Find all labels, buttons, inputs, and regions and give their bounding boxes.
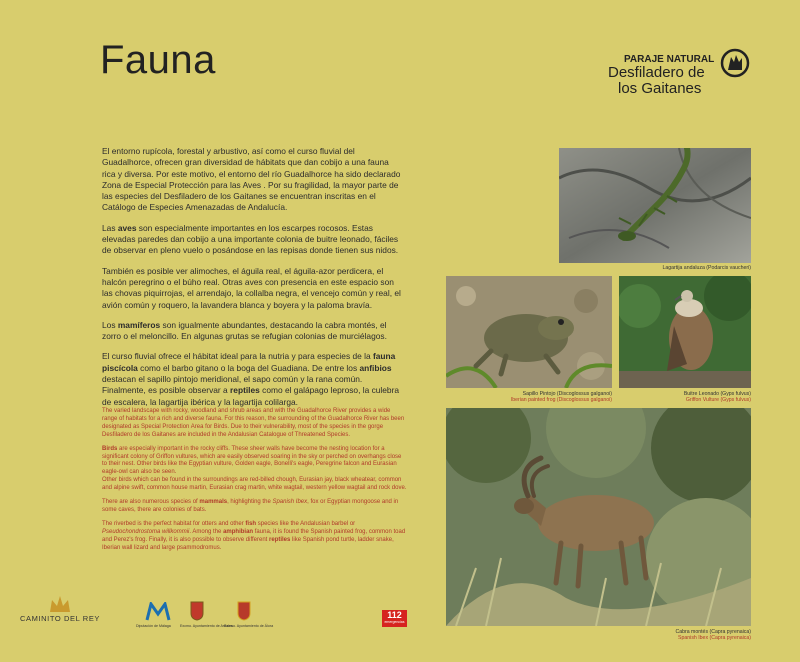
diputacion-label: Diputación de Málaga <box>136 624 171 628</box>
es-paragraph: También es posible ver alimoches, el águila real, el águila-azor perdicera, el halcón peregrino o el búho real. Otras aves con presencia en este espacio son las chovas piquirrojas, el arrendajo, la collalba negra, el vencejo común y real, el avión común y roquero, la lavandera blanca y boyera y la paloma bravía. <box>102 265 401 310</box>
en-paragraph: The riverbed is the perfect habitat for otters and other fish species like the Andalusian barbel or Pseudochondrostoma willkommii. Among the amphibian fauna, it is found the Spanish painted frog, common toad and Perez's frog. Finally, it is also possible to observe different reptiles like Spanish pond turtle, ladder snake, Iberian wall lizard and large psammodromus. <box>102 520 406 551</box>
es-paragraph: El curso fluvial ofrece el hábitat ideal para la nutria y para especies de la fauna piscícola como el barbo gitano o la boga del Guadiana. De entre los anfibios destacan el sapillo pintojo meridional, el sapo común y la rana común. Finalmente, es posible observar a reptiles como el galápago leproso, la culebra de escalera, la lagartija ibérica y la lagartija colilarga. <box>102 351 400 407</box>
emergency-logo <box>382 610 407 627</box>
alora-label: Excmo. Ayuntamiento de Álora <box>224 624 274 628</box>
frog-photo <box>446 276 612 388</box>
vulture-photo <box>619 276 751 388</box>
lizard-photo <box>559 148 751 263</box>
en-paragraph: There are also numerous species of mammals, highlighting the Spanish Ibex, fox or Egyptian mongoose and in some caves, there are colonies of bats. <box>102 499 399 513</box>
ardales-shield-icon <box>190 601 204 621</box>
caminito-logo: CAMINITO DEL REY <box>20 614 101 623</box>
es-paragraph: El entorno rupícola, forestal y arbustivo, así como el curso fluvial del Guadalhorce, ofrecen gran diversidad de hábitats que dan cobijo a una fauna rica y diversa. Por este motivo, el entorno del río Guadalhorce ha sido declarado Zona de Especial Protección para las Aves . Por su fragilidad, la mayor parte de las especies del Desfiladero de los Gaitanes se encuentran inscritas en el Catálogo de Especies Amenazadas de Andalucía. <box>102 146 401 213</box>
page-title: Fauna <box>100 38 216 82</box>
en-paragraph: Birds are especially important in the rocky cliffs. These sheer walls have become the nesting location for a significant colony of Griffon vultures, which are easily observed soaring in the sky or perched on overhangs close to their nest. Other birds like the Egyptian vulture, Golden eagle, Bonelli's eagle, Peregrine falcon and Eurasian eagle-owl can also be seen. <box>102 445 402 476</box>
park-logo-line1: PARAJE NATURAL <box>624 54 715 65</box>
caminito-crown-icon <box>48 594 72 614</box>
vulture-caption-en: Griffon Vulture (Gyps fulvus) <box>685 397 751 404</box>
es-paragraph: Los mamíferos son igualmente abundantes, destacando la cabra montés, el zorro o el meloncillo. En algunas grutas se refugian colonias de murciélagos. <box>102 319 387 342</box>
ibex-caption-en: Spanish Ibex (Capra pyrenaica) <box>678 635 751 642</box>
diputacion-logo-icon <box>145 602 171 622</box>
emergency-number: 112 <box>387 610 402 620</box>
park-emblem-icon <box>720 48 750 78</box>
vulture-caption-es: Buitre Leonado (Gyps fulvus) <box>683 391 751 397</box>
es-paragraph: Las aves son especialmente importantes en los escarpes rocosos. Estas elevadas paredes dan cobijo a una importante colonia de buitre leonado, fáciles de observar en pleno vuelo o posándose en las repisas donde tienen sus nidos. <box>102 222 399 256</box>
emergency-label: emergencias <box>384 620 405 624</box>
frog-caption-en: Iberian painted frog (Discoglossus galganoi) <box>510 397 612 404</box>
ibex-photo <box>446 408 751 626</box>
frog-caption-es: Sapillo Pintojo (Discoglossus galganoi) <box>522 391 612 397</box>
ibex-caption <box>446 629 751 642</box>
frog-caption <box>446 391 612 404</box>
en-paragraph: Other birds which can be found in the surroundings are red-billed chough, Eurasian jay, black wheatear, common and alpine swift, common house martin, Eurasian crag martin, white wagtail, western yellow wagtail and rock dove. <box>102 477 407 492</box>
english-text <box>102 408 407 559</box>
alora-shield-icon <box>237 601 251 621</box>
park-logo-line3: los Gaitanes <box>618 80 702 97</box>
vulture-caption <box>619 391 751 404</box>
park-logo-line2: Desfiladero de <box>608 64 705 81</box>
ardales-label: Excmo. Ayuntamiento de Ardales <box>180 624 233 628</box>
park-logo <box>606 54 756 98</box>
ibex-caption-es: Cabra montés (Capra pyrenaica) <box>675 629 751 635</box>
lizard-caption: Lagartija andaluza (Podarcis vaucheri) <box>662 265 751 271</box>
en-paragraph: The varied landscape with rocky, woodland and shrub areas and with the Guadalhorce River provides a wide range of habitats for a rich and diverse fauna. For this reason, the surrounding of the Guadalhorce River has been designated as Special Protection Area for Birds. Due to their vulnerability, most of the species in the gorge Desfiladero de los Gaitanes are included in the Andalusian Catalogue of Threatened Species. <box>102 408 405 438</box>
spanish-text <box>102 146 402 417</box>
